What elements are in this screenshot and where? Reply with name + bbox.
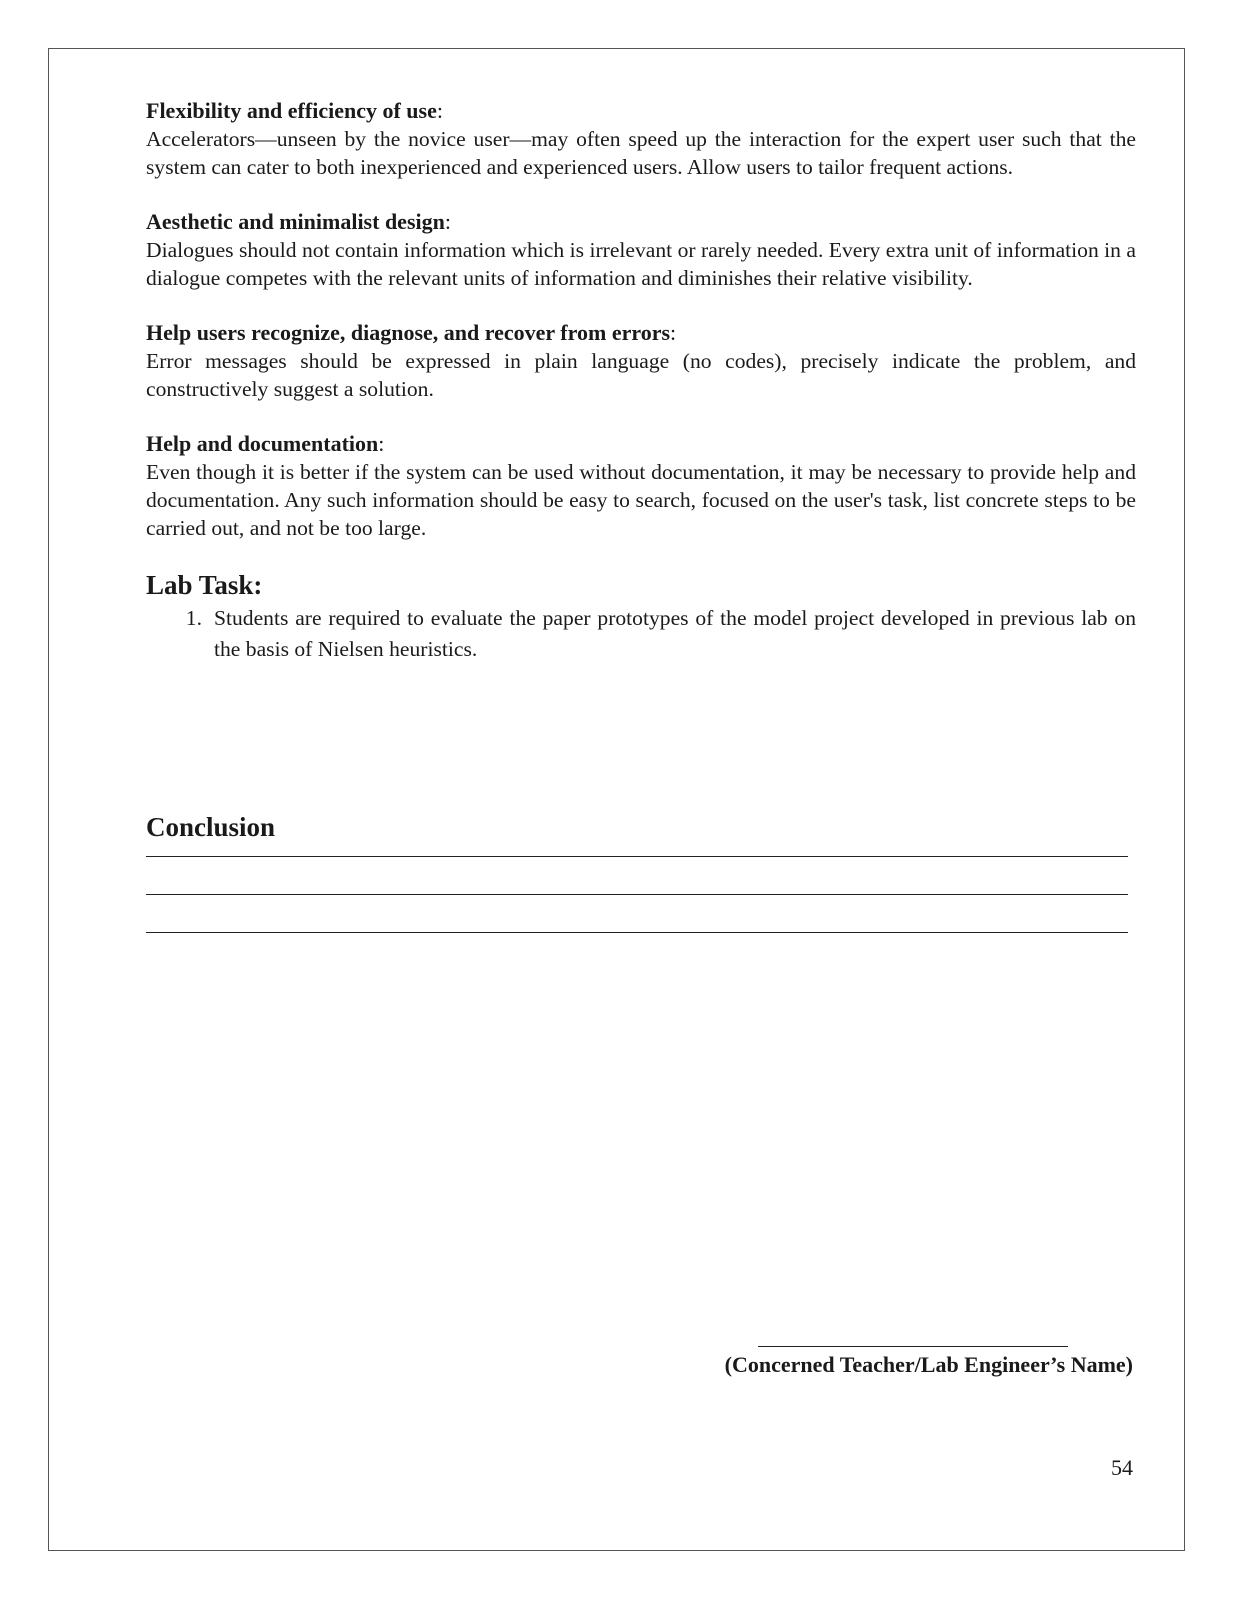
- heading-colon: :: [378, 431, 385, 456]
- document-body: [146, 97, 1136, 665]
- conclusion-blank-line: [146, 894, 1128, 895]
- section-heading-text: Help users recognize, diagnose, and recover from errors: [146, 320, 671, 345]
- section-heading: [146, 208, 1136, 236]
- conclusion-blank-line: [146, 856, 1128, 857]
- section-heading-text: Aesthetic and minimalist design: [146, 209, 445, 234]
- section-heading-text: Help and documentation: [146, 431, 379, 456]
- section-aesthetic: [146, 208, 1136, 292]
- conclusion-title: Conclusion: [146, 812, 276, 842]
- section-heading: [146, 319, 1136, 347]
- section-flexibility: [146, 97, 1136, 181]
- heading-colon: :: [436, 98, 443, 123]
- list-item: [146, 603, 1136, 665]
- section-heading-text: Flexibility and efficiency of use: [146, 98, 437, 123]
- heading-colon: :: [444, 209, 451, 234]
- list-item-text: Students are required to evaluate the paper prototypes of the model project developed in previous lab on the basis of Nielsen heuristics.: [214, 606, 1136, 661]
- section-heading: [146, 97, 1136, 125]
- lab-task-title: Lab Task:: [146, 570, 263, 600]
- lab-task-list: [146, 603, 1136, 665]
- page-number: 54: [1111, 1455, 1133, 1480]
- section-body: Accelerators—unseen by the novice user—may often speed up the interaction for the expert user such that the system can cater to both inexperienced and experienced users. Allow users to tailor frequent actions.: [146, 127, 1136, 179]
- conclusion-blank-line: [146, 932, 1128, 933]
- signature-label: (Concerned Teacher/Lab Engineer’s Name): [724, 1352, 1133, 1377]
- section-body: Even though it is better if the system can be used without documentation, it may be necessary to provide help and documentation. Any such information should be easy to search, focused on the user's task, list concrete steps to be carried out, and not be too large.: [146, 460, 1136, 540]
- section-body: Error messages should be expressed in plain language (no codes), precisely indicate the problem, and constructively suggest a solution.: [146, 349, 1136, 401]
- section-documentation: [146, 430, 1136, 542]
- signature-line: [758, 1346, 1068, 1347]
- section-errors: [146, 319, 1136, 403]
- section-body: Dialogues should not contain information which is irrelevant or rarely needed. Every extra unit of information in a dialogue competes with the relevant units of information and diminishes their relative visibility.: [146, 238, 1136, 290]
- section-heading: [146, 430, 1136, 458]
- list-item-number: 1.: [185, 606, 202, 630]
- heading-colon: :: [670, 320, 677, 345]
